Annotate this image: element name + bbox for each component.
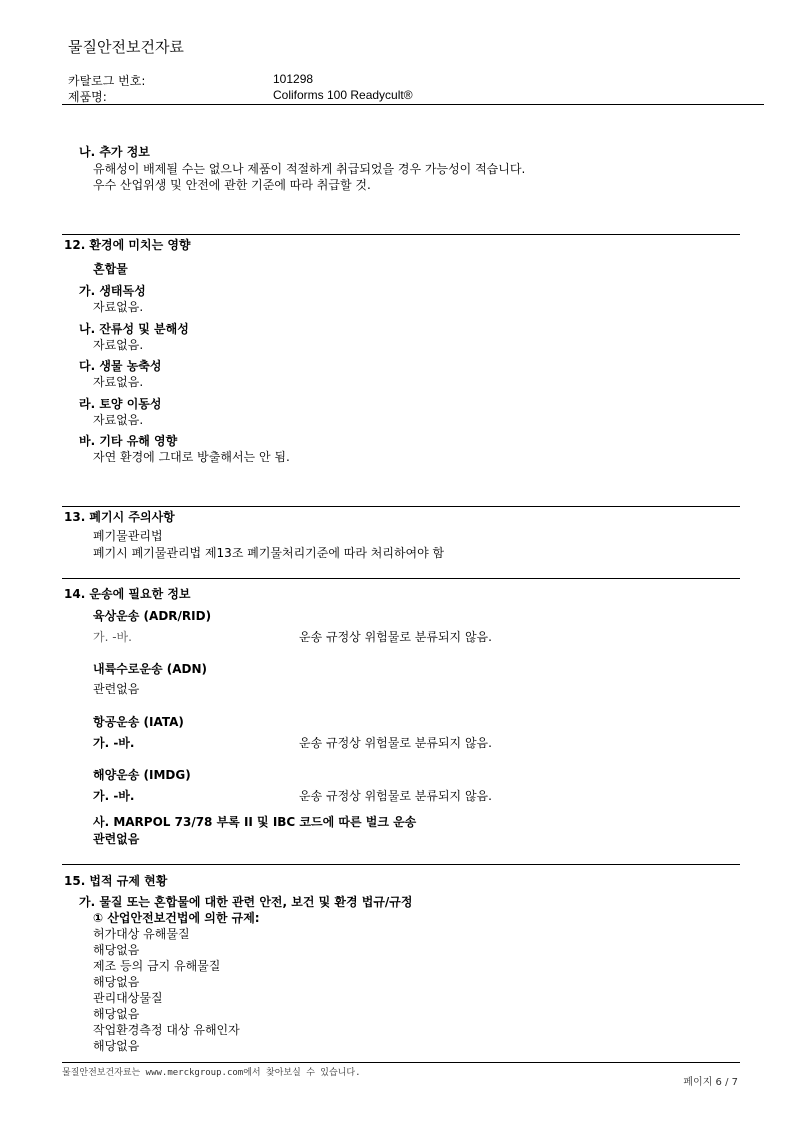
reg-line-1: 허가대상 유해물질 — [93, 927, 190, 941]
imdg-value: 운송 규정상 위험물로 분류되지 않음. — [299, 789, 492, 803]
product-name-value: Coliforms 100 Readycult® — [273, 88, 413, 102]
adn-title: 내륙수로운송 (ADN) — [93, 662, 207, 676]
reg-line-6: 해당없음 — [93, 1007, 140, 1021]
regulations-subtitle: 가. 물질 또는 혼합물에 대한 관련 안전, 보건 및 환경 법규/규정 — [79, 895, 413, 909]
adn-value: 관련없음 — [93, 682, 140, 696]
iata-range: 가. -바. — [93, 736, 135, 750]
osha-law-title: ① 산업안전보건법에 의한 규제: — [93, 911, 260, 925]
section-14-divider — [62, 578, 740, 579]
section-15-divider — [62, 864, 740, 865]
section-12-title: 12. 환경에 미치는 영향 — [64, 238, 191, 252]
marpol-value: 관련없음 — [93, 832, 140, 846]
iata-value: 운송 규정상 위험물로 분류되지 않음. — [299, 736, 492, 750]
soil-mobility-title: 라. 토양 이동성 — [79, 397, 162, 411]
imdg-title: 해양운송 (IMDG) — [93, 768, 191, 782]
additional-info-line-1: 유해성이 배제될 수는 없으나 제품이 적절하게 취급되었을 경우 가능성이 적습니다. — [93, 162, 526, 176]
page-number: 페이지 6 / 7 — [683, 1077, 738, 1088]
adr-value: 운송 규정상 위험물로 분류되지 않음. — [299, 630, 492, 644]
persistence-title: 나. 잔류성 및 분해성 — [79, 322, 189, 336]
adr-range: 가. -바. — [93, 630, 132, 644]
section-13-title: 13. 폐기시 주의사항 — [64, 510, 175, 524]
bioaccumulation-text: 자료없음. — [93, 375, 144, 389]
reg-line-4: 해당없음 — [93, 975, 140, 989]
ecotoxicity-text: 자료없음. — [93, 300, 144, 314]
waste-law-name: 폐기물관리법 — [93, 529, 163, 543]
section-14-title: 14. 운송에 필요한 정보 — [64, 587, 191, 601]
ecotoxicity-title: 가. 생태독성 — [79, 284, 146, 298]
document-title: 물질안전보건자료 — [68, 38, 184, 56]
reg-line-5: 관리대상물질 — [93, 991, 163, 1005]
reg-line-7: 작업환경측정 대상 유해인자 — [93, 1023, 240, 1037]
reg-line-8: 해당없음 — [93, 1039, 140, 1053]
soil-mobility-text: 자료없음. — [93, 413, 144, 427]
section-15-title: 15. 법적 규제 현황 — [64, 874, 168, 888]
imdg-range: 가. -바. — [93, 789, 135, 803]
waste-disposal-text: 폐기시 폐기물관리법 제13조 폐기물처리기준에 따라 처리하여야 함 — [93, 546, 445, 560]
reg-line-3: 제조 등의 금지 유해물질 — [93, 959, 221, 973]
section-12-divider — [62, 234, 740, 235]
reg-line-2: 해당없음 — [93, 943, 140, 957]
iata-title: 항공운송 (IATA) — [93, 715, 184, 729]
additional-info-line-2: 우수 산업위생 및 안전에 관한 기준에 따라 취급할 것. — [93, 178, 371, 192]
other-effects-text: 자연 환경에 그대로 방출해서는 안 됨. — [93, 450, 290, 464]
header-divider — [62, 104, 764, 105]
section-13-divider — [62, 506, 740, 507]
catalog-number-label: 카탈로그 번호: — [68, 74, 146, 88]
footer-note: 물질안전보건자료는 www.merckgroup.com에서 찾아보실 수 있습니다. — [62, 1068, 361, 1078]
persistence-text: 자료없음. — [93, 338, 144, 352]
marpol-title: 사. MARPOL 73/78 부록 II 및 IBC 코드에 따른 벌크 운송 — [93, 815, 417, 829]
bioaccumulation-title: 다. 생물 농축성 — [79, 359, 162, 373]
mixture-label: 혼합물 — [93, 262, 128, 276]
catalog-number-value: 101298 — [273, 72, 314, 86]
adr-title: 육상운송 (ADR/RID) — [93, 609, 212, 623]
other-effects-title: 바. 기타 유해 영향 — [79, 434, 178, 448]
additional-info-title: 나. 추가 정보 — [79, 145, 150, 159]
footer-divider — [62, 1062, 740, 1063]
product-name-label: 제품명: — [68, 90, 107, 104]
